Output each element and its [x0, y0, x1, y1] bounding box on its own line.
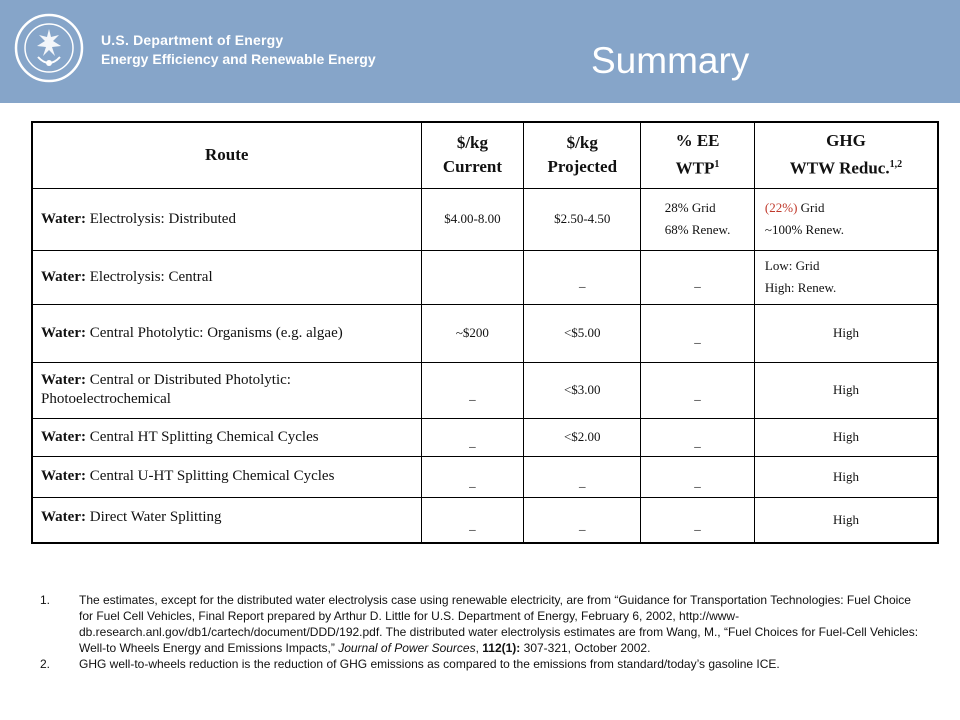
- footnote-text: [79, 592, 920, 656]
- route-prefix: Water:: [41, 468, 86, 484]
- header-projected: [524, 122, 641, 188]
- slide-title: Summary: [591, 40, 750, 81]
- route-cell: [32, 304, 421, 362]
- projected-dash: _: [579, 516, 586, 532]
- header-ghg: [754, 122, 938, 188]
- ee-dash: _: [694, 516, 701, 532]
- current-dash: _: [469, 516, 476, 532]
- ghg-cell: [754, 250, 938, 304]
- summary-table: [31, 121, 939, 544]
- projected-cost-cell: [524, 250, 641, 304]
- org-name-line2: Energy Efficiency and Renewable Energy: [101, 51, 376, 67]
- footnote-text-part1: The estimates, except for the distributed water electrolysis case using renewable electricity, are from “Guidance for Transportation Technologies: Fuel Choice for Fuel Cell Vehicles, Final Report prepared by Arthur D. Little for U.S. Department of Energy, February 6, 2002, http://www-db.research.anl.gov/db1/cartech/document/DDD/192.pdf. The distributed water electrolysis estimates are from Wang, M., “Fuel Choices for Fuel-Cell Vehicles: Well-to Wheels Energy and Emissions Impacts,”: [79, 593, 919, 655]
- footnote-text: GHG well-to-wheels reduction is the reduction of GHG emissions as compared to the emissions from standard/today’s gasoline ICE.: [79, 657, 780, 671]
- route-name: Central or Distributed Photolytic: Photoelectrochemical: [41, 372, 291, 407]
- current-dash: _: [469, 387, 476, 402]
- header-ee-wtp: [641, 122, 755, 188]
- route-name: Electrolysis: Central: [85, 268, 213, 285]
- footnote-number: 1.: [40, 593, 51, 607]
- header-banner: [0, 0, 960, 103]
- ghg-negative-value: (22%): [764, 200, 798, 215]
- route-cell: [32, 362, 421, 418]
- route-name: Electrolysis: Distributed: [85, 210, 236, 227]
- footnote-journal: Journal of Power Sources: [338, 641, 476, 655]
- footnote-volume: 112(1):: [482, 641, 521, 655]
- route-name: Central Photolytic: Organisms (e.g. algae): [85, 324, 343, 341]
- ee-wtp-cell: [641, 497, 755, 543]
- ee-wtp-cell: [641, 362, 755, 418]
- route-name: Central U-HT Splitting Chemical Cycles: [85, 468, 335, 484]
- org-name-line1: U.S. Department of Energy: [101, 32, 284, 48]
- ee-line2: 68% Renew.: [664, 222, 731, 237]
- ee-line1: 28% Grid: [664, 200, 716, 215]
- table-row: [32, 456, 938, 497]
- ee-dash: _: [694, 434, 701, 449]
- doe-seal-icon: [14, 13, 84, 83]
- ee-wtp-cell: [641, 188, 755, 250]
- current-cost-cell: $4.00-8.00: [421, 188, 524, 250]
- table-row: [32, 497, 938, 543]
- route-prefix: Water:: [41, 210, 86, 227]
- route-name: Central HT Splitting Chemical Cycles: [85, 428, 319, 445]
- footnotes: [40, 592, 920, 672]
- header-current-line1: $/kg: [456, 133, 489, 153]
- ee-dash: _: [694, 330, 701, 345]
- header-ghg-line2: [759, 153, 933, 181]
- current-cost-cell: [421, 418, 524, 456]
- current-cost-cell: [421, 456, 524, 497]
- route-cell: [32, 188, 421, 250]
- header-route: [32, 122, 421, 188]
- header-ee-label: WTP: [675, 159, 715, 179]
- table-row: [32, 188, 938, 250]
- ghg-cell: High: [754, 362, 938, 418]
- current-dash: _: [469, 473, 476, 489]
- projected-dash: _: [579, 473, 586, 489]
- footnote-2: [40, 656, 920, 672]
- header-projected-line2: Projected: [547, 157, 618, 177]
- ee-wtp-cell: [641, 456, 755, 497]
- table-row: [32, 362, 938, 418]
- current-cost-cell: [421, 497, 524, 543]
- ghg-cell: High: [754, 418, 938, 456]
- ghg-line1: Grid: [797, 200, 825, 215]
- footnote-1: [40, 592, 920, 656]
- projected-dash: _: [579, 274, 586, 289]
- route-cell: [32, 250, 421, 304]
- route-prefix: Water:: [41, 324, 86, 341]
- current-cost-cell: [421, 362, 524, 418]
- route-prefix: Water:: [41, 268, 86, 285]
- header-route-label: Route: [205, 145, 249, 165]
- route-cell: [32, 497, 421, 543]
- ghg-cell: [754, 188, 938, 250]
- projected-cost-cell: <$2.00: [524, 418, 641, 456]
- header-ee-line2: [645, 153, 750, 181]
- ghg-cell: High: [754, 304, 938, 362]
- ghg-cell: High: [754, 456, 938, 497]
- current-cost-cell: ~$200: [421, 304, 524, 362]
- projected-cost-cell: <$5.00: [524, 304, 641, 362]
- table-row: [32, 304, 938, 362]
- footnote-text-part2: 307-321, October 2002.: [520, 641, 651, 655]
- route-prefix: Water:: [41, 508, 86, 525]
- footnote-number: 2.: [40, 657, 51, 671]
- table-row: [32, 250, 938, 304]
- header-current: [421, 122, 524, 188]
- projected-cost-cell: <$3.00: [524, 362, 641, 418]
- header-ghg-label: WTW Reduc.: [789, 159, 890, 179]
- route-prefix: Water:: [41, 428, 86, 445]
- current-cost-cell: [421, 250, 524, 304]
- ee-wtp-cell: [641, 418, 755, 456]
- ghg-line2: High: Renew.: [764, 280, 837, 295]
- ghg-cell: High: [754, 497, 938, 543]
- projected-cost-cell: [524, 456, 641, 497]
- ghg-line1: Low: Grid: [764, 258, 820, 273]
- organization-name: [101, 32, 376, 69]
- header-ee-footnote: 1: [714, 159, 720, 171]
- projected-cost-cell: $2.50-4.50: [524, 188, 641, 250]
- header-ghg-footnote: 1,2: [889, 159, 903, 171]
- ee-wtp-cell: [641, 304, 755, 362]
- table-row: [32, 418, 938, 456]
- header-ghg-line1: GHG: [826, 131, 866, 151]
- projected-cost-cell: [524, 497, 641, 543]
- header-ee-line1: % EE: [675, 131, 720, 151]
- route-cell: [32, 456, 421, 497]
- header-current-line2: Current: [442, 157, 503, 177]
- ee-dash: _: [694, 387, 701, 402]
- route-prefix: Water:: [41, 372, 86, 388]
- route-name: Direct Water Splitting: [85, 508, 222, 525]
- current-dash: _: [469, 434, 476, 449]
- ee-wtp-cell: [641, 250, 755, 304]
- ee-dash: _: [694, 274, 701, 289]
- ee-dash: _: [694, 473, 701, 489]
- header-projected-line1: $/kg: [566, 133, 598, 153]
- ghg-line2: ~100% Renew.: [764, 222, 845, 237]
- table-header-row: [32, 122, 938, 188]
- route-cell: [32, 418, 421, 456]
- footnote-separator: ,: [475, 641, 483, 655]
